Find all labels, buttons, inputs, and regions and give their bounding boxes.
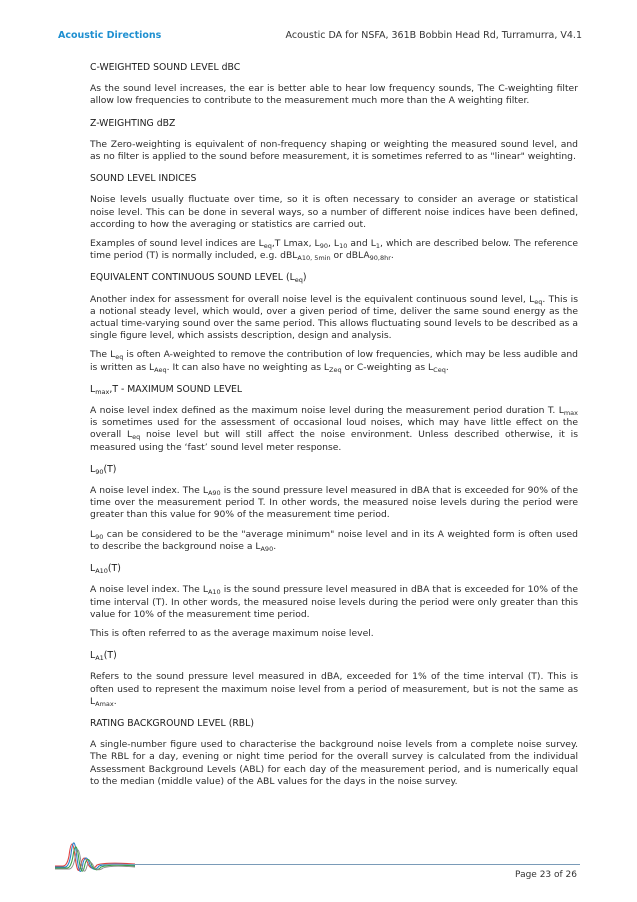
paragraph: A noise level index. The $L_{A90}$ is the sound pressure level measured in dBA that is exceeded for 90% of the time over the measurement period T. In other words, the measured noise levels during the period were greater than this value for 90% of the measurement time period. [90, 485, 578, 521]
paragraph: A noise level index. The $L_{A10}$ is the sound pressure level measured in dBA that is exceeded for 10% of the time interval (T). In other words, the measured noise levels during the period were only greater than this value for 10% of the measurement time period. [90, 584, 578, 620]
paragraph: As the sound level increases, the ear is better able to hear low frequency sounds, The C-weighting filter allow low frequencies to contribute to the measurement much more than the A weighting filter. [90, 83, 578, 107]
footer-divider [100, 864, 580, 865]
paragraph: Noise levels usually fluctuate over time, so it is often necessary to consider an average or statistical noise level. This can be done in several ways, so a number of different noise indices have been defined, according to how the averaging or statistics are carried out. [90, 194, 578, 230]
brand-logo-text: Acoustic Directions [58, 30, 162, 41]
paragraph: $L_{90}$ can be considered to be the "average minimum" noise level and in its A weighted form is often used to describe the background noise a $L_{A90}$. [90, 528, 578, 553]
section-heading: RATING BACKGROUND LEVEL (RBL) [90, 717, 254, 729]
paragraph: A noise level index defined as the maximum noise level during the measurement period duration T. $L_{max}$ is sometimes used for the assessment of occasional loud noises, which may have little effect on the overall $L_{eq}$ noise level but will still affect the noise environment. Unless described otherwise, it is measured using the ‘fast’ sound level meter response. [90, 405, 578, 453]
section [90, 62, 578, 108]
section [90, 464, 578, 553]
section-heading: $L_{A10}(T)$ [90, 563, 121, 576]
document-body [90, 62, 578, 795]
paragraph: Examples of sound level indices are $L_{eq},T$ Lmax, $L_{90}$, $L_{10}$ and $L_1$, which are described below. The reference time period (T) is normally included, e.g. dBL$_{A10, 5min}$ or dBLA$_{90,8hr}$. [90, 238, 578, 263]
section-heading: $L_{A1}(T)$ [90, 650, 117, 663]
section [90, 118, 578, 164]
page-number: Page 23 of 26 [515, 870, 577, 880]
section-heading: C-WEIGHTED SOUND LEVEL dBC [90, 62, 241, 73]
section [90, 718, 578, 788]
section [90, 384, 578, 454]
section [90, 563, 578, 640]
section-heading: $L_{90}(T)$ [90, 463, 117, 476]
section-heading: $L_{max},T$ - MAXIMUM SOUND LEVEL [90, 383, 243, 396]
paragraph: A single-number figure used to characterise the background noise levels from a complete noise survey. The RBL for a day, evening or night time period for the overall survey is calculated from the individual Assessment Background Levels (ABL) for each day of the measurement period, and is numerically equal to the median (middle value) of the ABL values for the days in the noise survey. [90, 739, 578, 787]
document-title: Acoustic DA for NSFA, 361B Bobbin Head Rd, Turramurra, V4.1 [285, 30, 582, 41]
section-heading: Z-WEIGHTING dBZ [90, 117, 176, 129]
paragraph: Another index for assessment for overall noise level is the equivalent continuous sound level, $L_{eq}$. This is a notional steady level, which would, over a given period of time, deliver the same sound energy as the actual time-varying sound over the same period. This allows fluctuating sound levels to be described as a single figure level, which assists description, design and analysis. [90, 293, 579, 342]
paragraph: This is often referred to as the average maximum noise level. [90, 627, 374, 639]
section [90, 173, 578, 262]
section-heading: SOUND LEVEL INDICES [90, 173, 197, 185]
paragraph: The Zero-weighting is equivalent of non-frequency shaping or weighting the measured sound level, and as no filter is applied to the sound before measurement, it is sometimes referred to as "linear" weighting. [90, 138, 578, 163]
section [90, 272, 578, 373]
paragraph: The $L_{eq}$ is often A-weighted to remove the contribution of low frequencies, which may be less audible and is written as $L_{Aeq}$. It can also have no weighting as $L_{Zeq}$ or C-weighting as $L_{Ceq}$. [90, 349, 578, 374]
waveform-logo-icon [55, 826, 135, 882]
section-heading: EQUIVALENT CONTINUOUS SOUND LEVEL $(L_{eq})$ [90, 272, 307, 285]
paragraph: Refers to the sound pressure level measured in dBA, exceeded for 1% of the time interval (T). This is often used to represent the maximum noise level from a period of measurement, but is not the same as $L_{Amax}$. [90, 671, 578, 708]
section [90, 650, 578, 708]
